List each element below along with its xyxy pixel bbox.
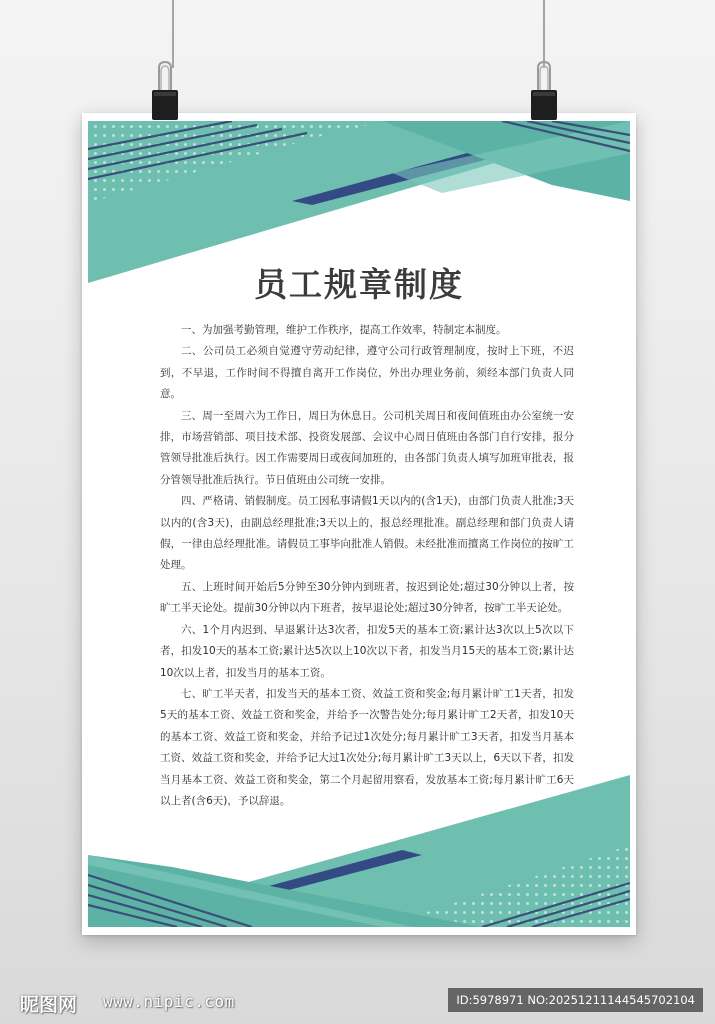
paragraph: 四、严格请、销假制度。员工因私事请假1天以内的(含1天)，由部门负责人批准;3天以内的(含3天)，由副总经理批准;3天以上的，报总经理批准。副总经理和部门负责人请假，一律由总经理批准。请假员工事毕向批准人销假。未经批准而擅离工作岗位的按旷工处理。 xyxy=(160,495,574,572)
hanging-wire-left xyxy=(172,0,174,68)
watermark-url[interactable]: www.nipic.com xyxy=(103,992,235,1011)
binder-clip-icon xyxy=(150,60,180,122)
paragraph: 一、为加强考勤管理，维护工作秩序，提高工作效率，特制定本制度。 xyxy=(181,324,507,336)
paragraph: 三、周一至周六为工作日，周日为休息日。公司机关周日和夜间值班由办公室统一安排，市场营销部、项目技术部、投资发展部、会议中心周日值班由各部门自行安排，报分管领导批准后执行。因工作需要周日或夜间加班的，由各部门负责人填写加班审批表，报分管领导批准后执行。节日值班由公司统一安排。 xyxy=(160,409,574,486)
watermark-bar xyxy=(0,982,715,1024)
paragraph: 六、1个月内迟到、早退累计达3次者，扣发5天的基本工资;累计达3次以上5次以下者，扣发10天的基本工资;累计达5次以上10次以下者，扣发当月15天的基本工资;累计达10次以上者，扣发当月的基本工资。 xyxy=(160,623,574,679)
regulation-text xyxy=(160,320,574,812)
paragraph: 七、旷工半天者，扣发当天的基本工资、效益工资和奖金;每月累计旷工1天者，扣发5天的基本工资、效益工资和奖金，并给予一次警告处分;每月累计旷工2天者，扣发10天的基本工资、效益工资和奖金，并给予记过1次处分;每月累计旷工3天者，扣发当月基本工资、效益工资和奖金，并给予记大过1次处分;每月累计旷工3天以上，6天以下者，扣发当月基本工资、效益工资和奖金，第二个月起留用察看，发放基本工资;每月累计旷工6天以上者(含6天)，予以辞退。 xyxy=(160,687,574,807)
hanging-wire-right xyxy=(543,0,545,68)
paragraph: 二、公司员工必须自觉遵守劳动纪律，遵守公司行政管理制度，按时上下班，不迟到，不早退，工作时间不得擅自离开工作岗位，外出办理业务前，须经本部门负责人同意。 xyxy=(160,345,574,401)
page-title: 员工规章制度 xyxy=(254,265,464,304)
paragraph: 五、上班时间开始后5分钟至30分钟内到班者，按迟到论处;超过30分钟以上者，按旷工半天论处。提前30分钟以内下班者，按早退论处;超过30分钟者，按旷工半天论处。 xyxy=(160,580,574,615)
watermark-logo: 昵图网 xyxy=(20,994,78,1016)
binder-clip-icon xyxy=(529,60,559,122)
poster xyxy=(82,113,636,935)
bottom-decoration xyxy=(82,755,636,935)
image-id-badge: ID:5978971 NO:20251211144545702104 xyxy=(448,988,703,1012)
